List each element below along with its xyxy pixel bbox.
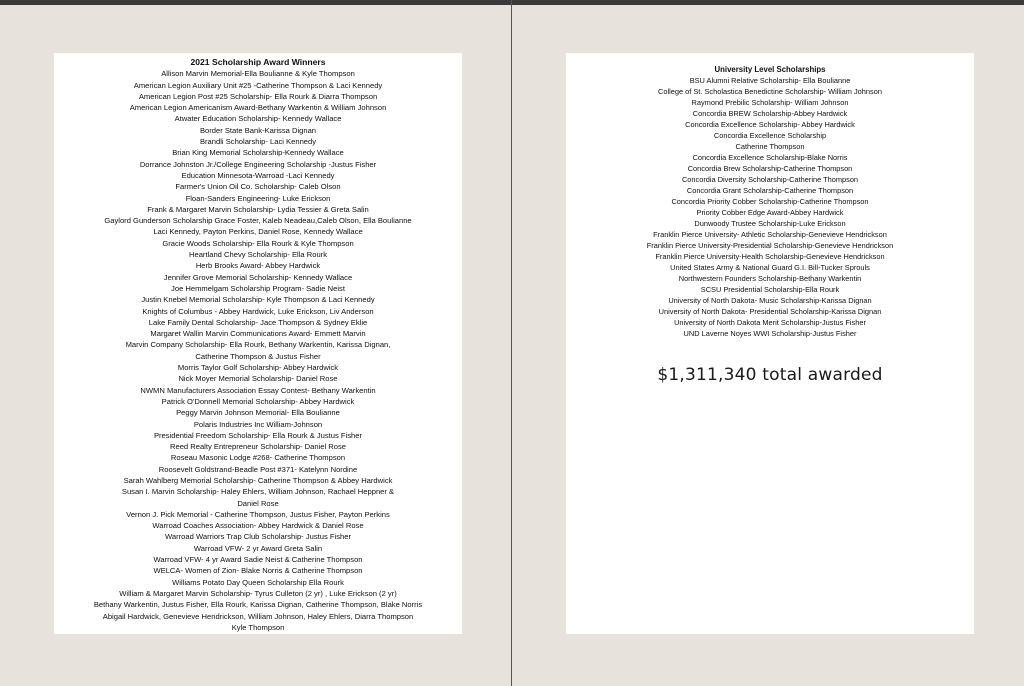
award-line: Nick Moyer Memorial Scholarship- Daniel Rose (178, 374, 338, 384)
award-line: Atwater Education Scholarship- Kennedy Wallace (174, 114, 342, 124)
award-line: University of North Dakota Merit Scholarship-Justus Fisher (674, 318, 866, 327)
award-line: Concordia Excellence Scholarship- Abbey Hardwick (685, 120, 855, 129)
award-line: Joe Hemmelgam Scholarship Program- Sadie Neist (171, 283, 345, 293)
university-section-title: University Level Scholarships (714, 65, 826, 74)
award-line: Knights of Columbus - Abbey Hardwick, Luke Erickson, Liv Anderson (142, 306, 374, 316)
award-line: William & Margaret Marvin Scholarship- Tyrus Culleton (2 yr) , Luke Erickson (2 yr) (119, 588, 397, 598)
total-awarded: $1,311,340 total awarded (657, 365, 883, 385)
award-line: Concordia BREW Scholarship-Abbey Hardwick (692, 109, 848, 118)
award-line: Brian King Memorial Scholarship-Kennedy Wallace (172, 148, 344, 158)
award-line: UND Laverne Noyes WWI Scholarship-Justus Fisher (683, 329, 857, 338)
award-line: Susan I. Marvin Scholarship- Haley Ehlers, William Johnson, Rachael Heppner & (121, 487, 395, 497)
award-line: Brandli Scholarship- Laci Kennedy (199, 137, 317, 147)
award-line: Catherine Thompson (735, 142, 805, 151)
award-line: Warroad VFW- 4 yr Award Sadie Neist & Catherine Thompson (153, 555, 363, 565)
page-title: 2021 Scholarship Award Winners (190, 57, 326, 67)
award-line: NWMN Manufacturers Association Essay Contest- Bethany Warkentin (140, 385, 376, 395)
award-line: Floan-Sanders Engineering- Luke Erickson (185, 193, 331, 203)
award-line: Concordia Excellence Scholarship-Blake Norris (692, 153, 848, 162)
award-line: WELCA- Women of Zion- Blake Norris & Catherine Thompson (153, 566, 363, 576)
award-line: Warroad Coaches Association- Abbey Hardwick & Daniel Rose (152, 521, 364, 531)
award-line: Concordia Priority Cobber Scholarship-Catherine Thompson (671, 197, 869, 206)
award-line: Warroad Warriors Trap Club Scholarship- Justus Fisher (165, 532, 351, 542)
award-line: University of North Dakota- Presidential Scholarship-Karissa Dignan (658, 307, 882, 316)
award-line: Franklin Pierce University- Athletic Scholarship-Genevieve Hendrickson (653, 230, 887, 239)
award-line: Franklin Pierce University-Health Scholarship-Genevieve Hendrickson (655, 252, 885, 261)
award-line: Vernon J. Pick Memorial - Catherine Thompson, Justus Fisher, Payton Perkins (126, 509, 390, 519)
award-line: Kyle Thompson (231, 622, 285, 632)
page-divider (511, 0, 512, 686)
award-line: American Legion Americanism Award-Bethany Warkentin & William Johnson (129, 103, 387, 113)
award-line: Frank & Margaret Marvin Scholarship- Lydia Tessier & Greta Salin (147, 204, 369, 214)
award-line: Gracie Woods Scholarship- Ella Rourk & Kyle Thompson (162, 238, 354, 248)
award-line: American Legion Auxiliary Unit #25 -Catherine Thompson & Laci Kennedy (133, 80, 383, 90)
award-line: Peggy Marvin Johnson Memorial- Ella Boulianne (176, 408, 340, 418)
award-line: Allison Marvin Memorial-Ella Boulianne & Kyle Thompson (161, 69, 355, 79)
award-line: Herb Brooks Award- Abbey Hardwick (195, 261, 321, 271)
award-line: United States Army & National Guard G.I. Bill-Tucker Sprouls (670, 263, 870, 272)
award-line: Lake Family Dental Scholarship- Jace Thompson & Sydney Eklie (148, 317, 368, 327)
right-page (566, 53, 974, 634)
award-line: Gaylord Gunderson Scholarship Grace Foster, Kaleb Neadeau,Caleb Olson, Ella Boulianne (104, 216, 412, 226)
award-line: Concordia Diversity Scholarship-Catherine Thompson (681, 175, 859, 184)
award-line: Warroad VFW- 2 yr Award Greta Salin (193, 543, 323, 553)
award-line: College of St. Scholastica Benedictine Scholarship- William Johnson (658, 87, 882, 96)
award-line: Polaris Industries Inc William-Johnson (193, 419, 323, 429)
award-line: Williams Potato Day Queen Scholarship Ella Rourk (172, 577, 344, 587)
award-line: Raymond Prebilic Scholarship- William Johnson (691, 98, 849, 107)
award-line: Dunwoody Trustee Scholarship-Luke Erickson (694, 219, 846, 228)
award-line: SCSU Presidential Scholarship-Ella Rourk (700, 285, 840, 294)
award-line: University of North Dakota- Music Scholarship-Karissa Dignan (668, 296, 872, 305)
award-line: Presidential Freedom Scholarship- Ella Rourk & Justus Fisher (153, 430, 363, 440)
award-line: Roseau Masonic Lodge #268- Catherine Thompson (170, 453, 346, 463)
award-line: Priority Cobber Edge Award-Abbey Hardwick (696, 208, 844, 217)
award-line: Jennifer Grove Memorial Scholarship- Kennedy Wallace (163, 272, 353, 282)
award-line: Franklin Pierce University-Presidential Scholarship-Genevieve Hendrickson (646, 241, 894, 250)
university-award-list (566, 75, 974, 339)
award-line: Morris Taylor Golf Scholarship- Abbey Hardwick (177, 363, 339, 373)
award-line: American Legion Post #25 Scholarship- Ella Rourk & Diarra Thompson (138, 91, 378, 101)
award-line: Daniel Rose (237, 498, 279, 508)
award-line: Marvin Company Scholarship- Ella Rourk, Bethany Warkentin, Karissa Dignan, (125, 340, 391, 350)
award-line: Roosevelt Goldstrand-Beadle Post #371- Katelynn Nordine (158, 464, 358, 474)
award-line: Margaret Wallin Marvin Communications Award- Emmett Marvin (150, 329, 366, 339)
award-line: Dorrance Johnston Jr./College Engineering Scholarship -Justus Fisher (139, 159, 377, 169)
award-line: Catherine Thompson & Justus Fisher (195, 351, 321, 361)
award-line: Laci Kennedy, Payton Perkins, Daniel Rose, Kennedy Wallace (153, 227, 363, 237)
award-line: Patrick O'Donnell Memorial Scholarship- Abbey Hardwick (161, 396, 355, 406)
award-line: Border State Bank-Karissa Dignan (199, 125, 317, 135)
award-line: BSU Alumni Relative Scholarship- Ella Boulianne (689, 76, 851, 85)
award-list (54, 68, 462, 633)
award-line: Education Minnesota-Warroad -Laci Kennedy (181, 170, 335, 180)
award-line: Reed Realty Entrepreneur Scholarship- Daniel Rose (169, 442, 346, 452)
award-line: Sarah Wahlberg Memorial Scholarship- Catherine Thompson & Abbey Hardwick (123, 475, 393, 485)
award-line: Heartland Chevy Scholarship- Ella Rourk (188, 250, 327, 260)
award-line: Bethany Warkentin, Justus Fisher, Ella Rourk, Karissa Dignan, Catherine Thompson, Blake Norris (93, 600, 423, 610)
viewer-top-bar (0, 0, 1024, 5)
award-line: Justin Knebel Memorial Scholarship- Kyle Thompson & Laci Kennedy (141, 295, 375, 305)
award-line: Concordia Grant Scholarship-Catherine Thompson (686, 186, 854, 195)
left-page (54, 53, 462, 634)
award-line: Concordia Excellence Scholarship (713, 131, 827, 140)
award-line: Northwestern Founders Scholarship-Bethany Warkentin (678, 274, 862, 283)
award-line: Concordia Brew Scholarship-Catherine Thompson (687, 164, 853, 173)
award-line: Farmer's Union Oil Co. Scholarship- Caleb Olson (175, 182, 341, 192)
award-line: Abigail Hardwick, Genevieve Hendrickson, William Johnson, Haley Ehlers, Diarra Thompson (102, 611, 414, 621)
